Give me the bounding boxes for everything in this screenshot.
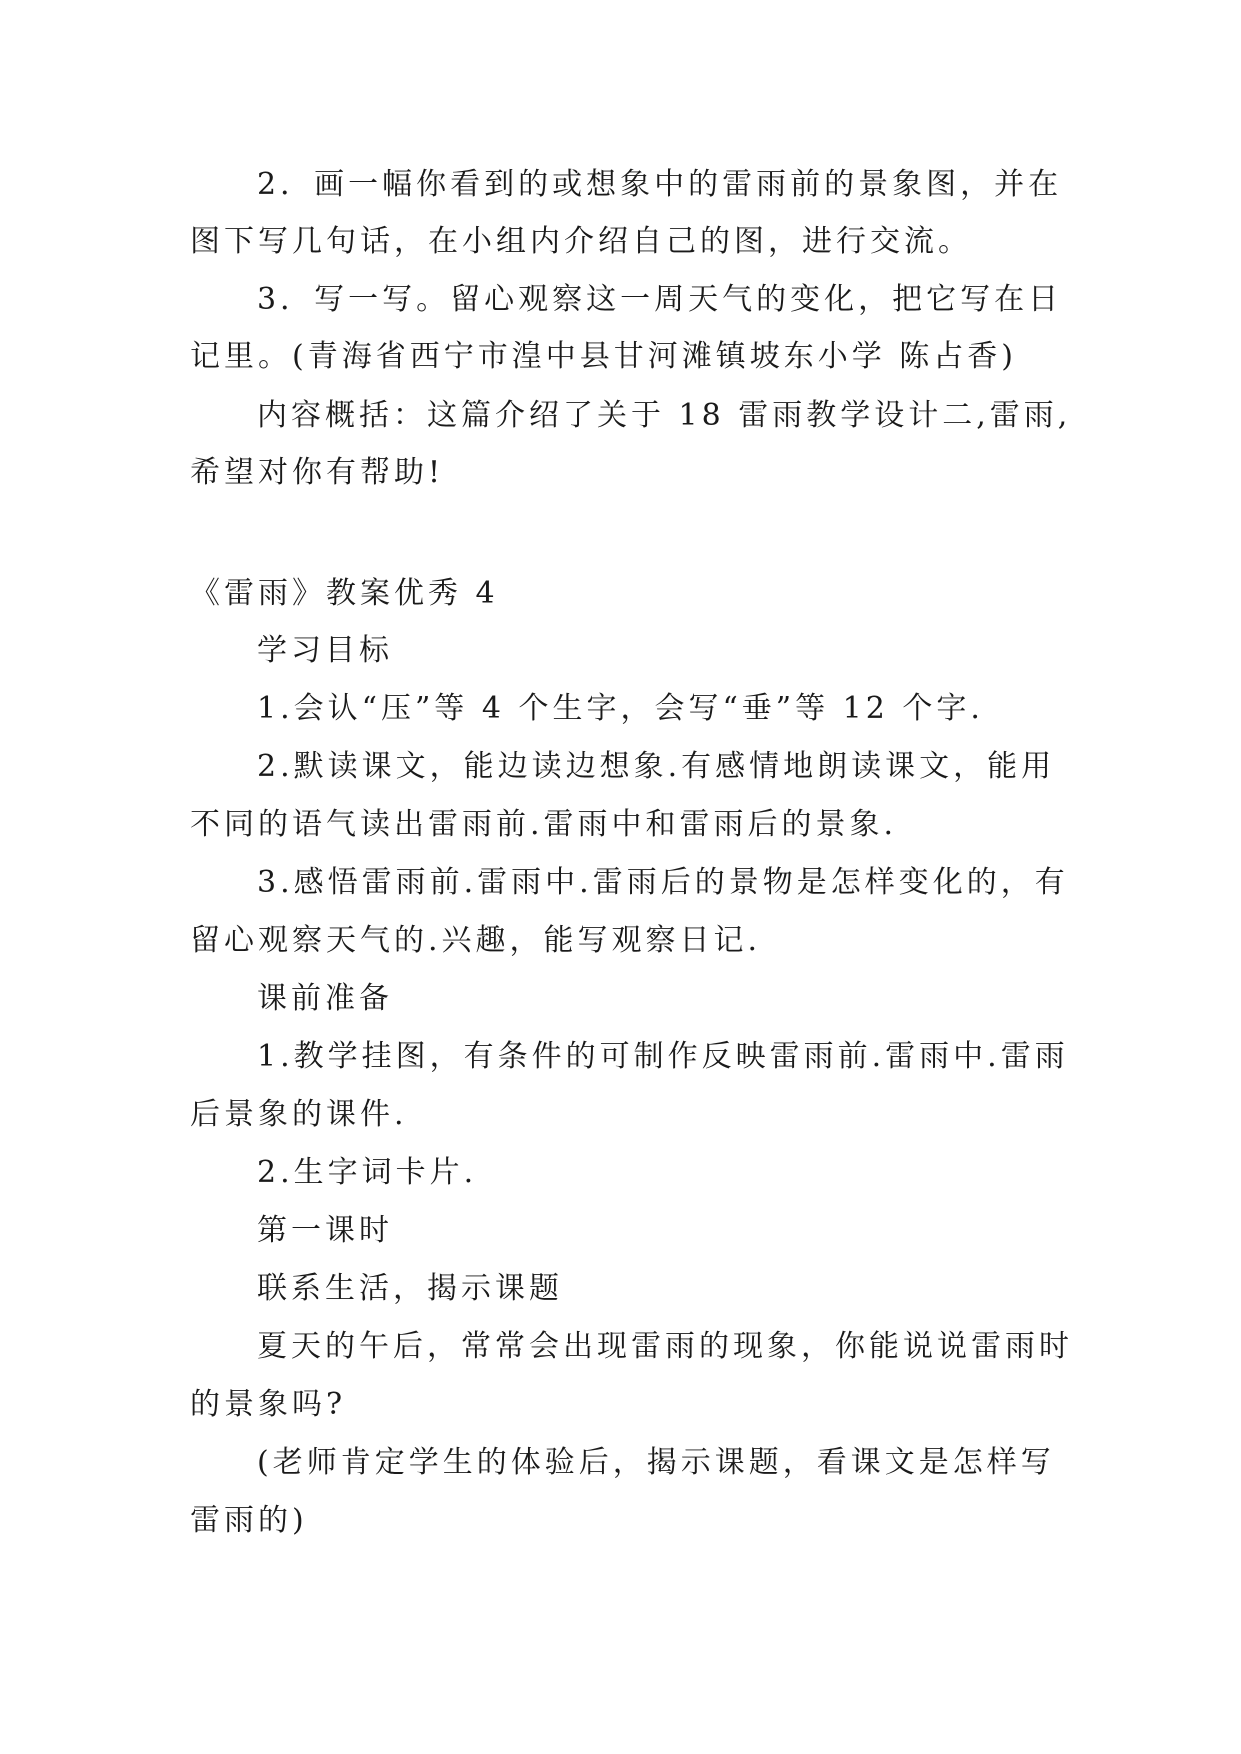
summary-line: 希望对你有帮助! (190, 455, 445, 490)
heading-first-lesson: 第一课时 (257, 1213, 393, 1248)
paragraph-line: 1.教学挂图，有条件的可制作反映雷雨前.雷雨中.雷雨 (257, 1039, 1069, 1074)
paragraph-line: 3.感悟雷雨前.雷雨中.雷雨后的景物是怎样变化的，有 (257, 865, 1069, 900)
paragraph-line: 2.生字词卡片. (257, 1155, 478, 1190)
paragraph-line: 2．画一幅你看到的或想象中的雷雨前的景象图，并在 (257, 167, 1063, 202)
paragraph-line: 留心观察天气的.兴趣，能写观察日记. (190, 923, 762, 958)
heading-learning-goals: 学习目标 (257, 633, 393, 668)
paragraph-line: 夏天的午后，常常会出现雷雨的现象，你能说说雷雨时 (257, 1329, 1073, 1364)
heading-preparation: 课前准备 (257, 981, 393, 1016)
paragraph-line: (老师肯定学生的体验后，揭示课题，看课文是怎样写 (257, 1445, 1055, 1480)
summary-line: 内容概括：这篇介绍了关于 18 雷雨教学设计二,雷雨, (257, 398, 1072, 433)
section-title: 《雷雨》教案优秀 4 (190, 576, 499, 611)
heading-intro: 联系生活，揭示课题 (257, 1271, 563, 1306)
paragraph-line: 雷雨的) (190, 1503, 308, 1538)
paragraph-line: 图下写几句话，在小组内介绍自己的图，进行交流。 (190, 224, 972, 259)
paragraph-line: 3．写一写。留心观察这一周天气的变化，把它写在日 (257, 282, 1063, 317)
paragraph-line: 2.默读课文，能边读边想象.有感情地朗读课文，能用 (257, 749, 1056, 784)
paragraph-line: 后景象的课件. (190, 1097, 408, 1132)
paragraph-line: 不同的语气读出雷雨前.雷雨中和雷雨后的景象. (190, 807, 898, 842)
paragraph-line: 的景象吗? (190, 1387, 347, 1422)
paragraph-line: 记里。(青海省西宁市湟中县甘河滩镇坡东小学 陈占香) (190, 339, 1017, 374)
paragraph-line: 1.会认“压”等 4 个生字，会写“垂”等 12 个字. (257, 691, 984, 726)
